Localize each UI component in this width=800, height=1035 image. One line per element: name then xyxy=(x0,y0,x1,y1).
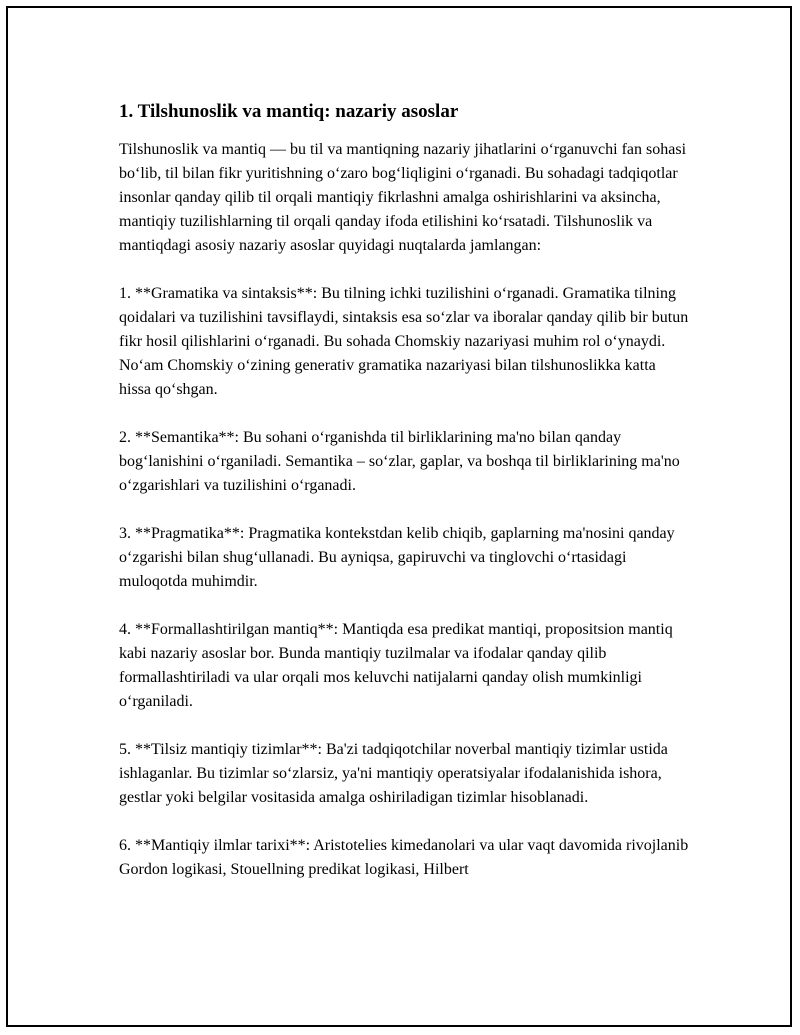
intro-paragraph: Tilshunoslik va mantiq — bu til va mantiqning nazariy jihatlarini o‘rganuvchi fan sohasi bo‘lib, til bilan fikr yuritishning o‘zaro bog‘liqligini o‘rganadi. Bu sohadagi tadqiqotlar insonlar qanday qilib til orqali mantiqiy fikrlashni amalga oshirishlarini va aksincha, mantiqiy tuzilishlarning til orqali qanday ifoda etilishini ko‘rsatadi. Tilshunoslik va mantiqdagi asosiy nazariy asoslar quyidagi nuqtalarda jamlangan: xyxy=(119,141,687,254)
paragraph-logic-history: 6. **Mantiqiy ilmlar tarixi**: Aristotelies kimedanolari va ular vaqt davomida rivojlanib Gordon logikasi, Stouellning predikat logikasi, Hilbert xyxy=(119,837,689,878)
document-page xyxy=(6,6,792,1027)
paragraph-formal-logic: 4. **Formallashtirilgan mantiq**: Mantiqda esa predikat mantiqi, propositsion mantiq kabi nazariy asoslar bor. Bunda mantiqiy tuzilmalar va ifodalar qanday qilib formallashtiriladi va ular orqali mos keluvchi natijalarni qanday olish mumkinligi o‘rganiladi. xyxy=(119,621,673,710)
paragraph-pragmatics: 3. **Pragmatika**: Pragmatika kontekstdan kelib chiqib, gaplarning ma'nosini qanday o‘zgarishi bilan shug‘ullanadi. Bu ayniqsa, gapiruvchi va tinglovchi o‘rtasidagi muloqotda muhimdir. xyxy=(119,525,675,590)
section-heading: 1. Tilshunoslik va mantiq: nazariy asoslar xyxy=(119,101,459,122)
paragraph-nonverbal-logic: 5. **Tilsiz mantiqiy tizimlar**: Ba'zi tadqiqotchilar noverbal mantiqiy tizimlar ustida ishlaganlar. Bu tizimlar so‘zlarsiz, ya'ni mantiqiy operatsiyalar ifodalanishida ishora, gestlar yoki belgilar vositasida amalga oshiriladigan tizimlar hisoblanadi. xyxy=(119,741,668,806)
document-body xyxy=(119,100,689,882)
paragraph-grammar-syntax: 1. **Gramatika va sintaksis**: Bu tilning ichki tuzilishini o‘rganadi. Gramatika tilning qoidalari va tuzilishini tavsiflaydi, sintaksis esa so‘zlar va iboralar qanday qilib bir butun fikr hosil qilishlarini o‘rganadi. Bu sohada Chomskiy nazariyasi muhim rol o‘ynaydi. No‘am Chomskiy o‘zining generativ gramatika nazariyasi bilan tilshunoslikka katta hissa qo‘shgan. xyxy=(119,285,689,398)
paragraph-semantics: 2. **Semantika**: Bu sohani o‘rganishda til birliklarining ma'no bilan qanday bog‘lanishini o‘rganiladi. Semantika – so‘zlar, gaplar, va boshqa til birliklarining ma'no o‘zgarishlari va tuzilishini o‘rganadi. xyxy=(119,429,680,494)
